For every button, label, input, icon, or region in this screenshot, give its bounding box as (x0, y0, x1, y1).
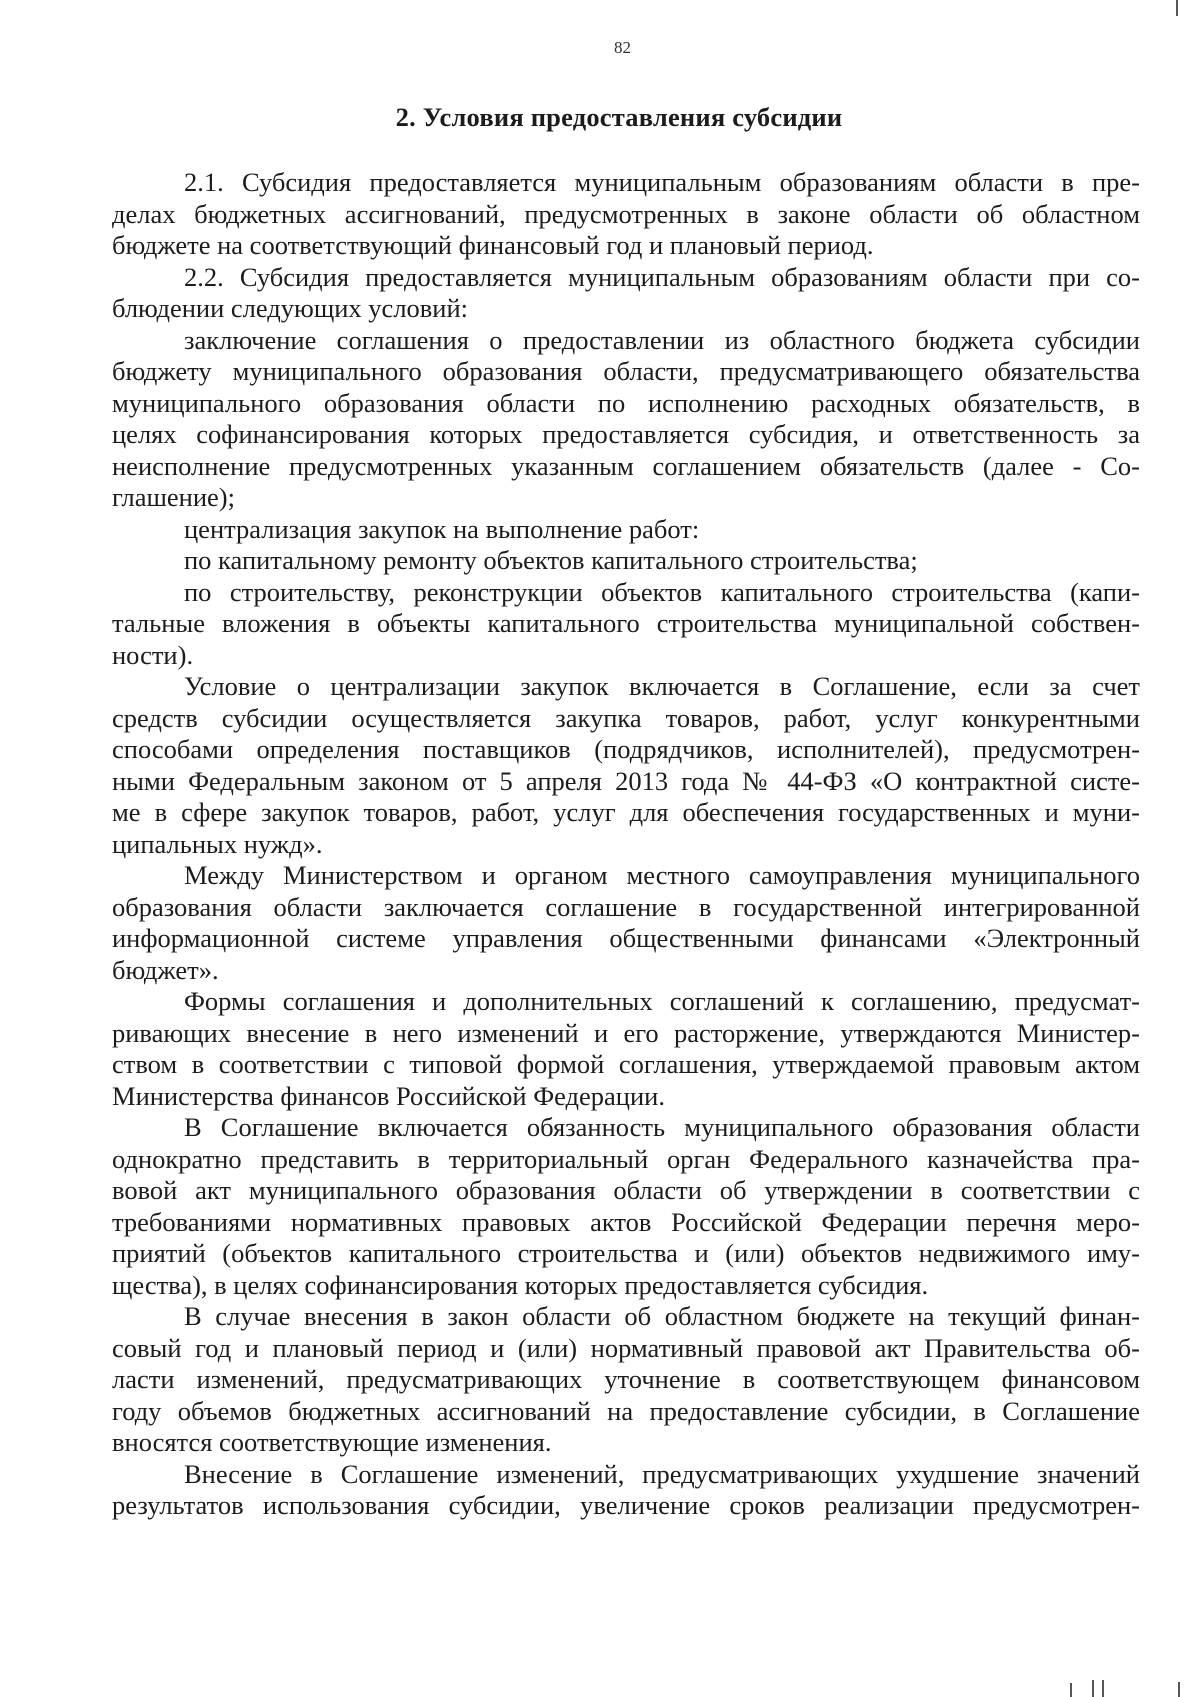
text-line: делах бюджетных ассигнований, предусмотренных в законе области об областном (112, 198, 1140, 229)
paragraph-agreement-forms (112, 986, 1140, 1112)
text-line: блюдении следующих условий: (112, 293, 469, 323)
text-line: средств субсидии осуществляется закупка товаров, работ, услуг конкурентными (112, 702, 1140, 733)
text-line: ривающих внесение в него изменений и его расторжение, утверждаются Министер- (112, 1017, 1140, 1048)
page-number: 82 (614, 38, 631, 57)
paragraph-construction (112, 577, 1140, 672)
scan-artifact (1070, 1683, 1072, 1697)
text-line: ности). (112, 639, 194, 670)
paragraph-worsening-changes (112, 1459, 1140, 1522)
text-line: В случае внесения в закон области об областном бюджете на текущий финан- (184, 1301, 1140, 1331)
text-line: совый год и плановый период и (или) нормативный правовой акт Правительства об- (112, 1332, 1140, 1363)
text-line: ме в сфере закупок товаров, работ, услуг для обеспечения государственных и муни- (112, 797, 1140, 827)
paragraph-capital-repair (112, 545, 1140, 577)
text-line: вовой акт муниципального образования области об утверждении в соответствии с (112, 1175, 1140, 1205)
text-line: приятий (объектов капитального строительства и (или) объектов недвижимого иму- (112, 1238, 1140, 1268)
scan-artifact (1178, 1682, 1180, 1697)
text-line: Между Министерством и органом местного самоуправления муниципального (184, 860, 1140, 890)
text-line: 2.1. Субсидия предоставляется муниципальным образованиям области в пре- (184, 167, 1140, 197)
scan-artifact (1102, 1680, 1104, 1697)
text-line: целях софинансирования которых предоставляется субсидия, и ответственность за (112, 419, 1140, 449)
text-line: ципальных нужд». (112, 828, 323, 859)
paragraph-amendments (112, 1301, 1140, 1459)
text-line: вносятся соответствующие изменения. (112, 1427, 552, 1457)
text-line: бюджет». (112, 954, 219, 985)
text-line: Министерства финансов Российской Федерации. (112, 1080, 665, 1111)
document-body (112, 167, 1140, 1522)
section-heading: 2. Условия предоставления субсидии (395, 102, 843, 132)
text-line: образования области заключается соглашение в государственной интегрированной (112, 891, 1140, 922)
text-line: заключение соглашения о предоставлении из областного бюджета субсидии (184, 324, 1140, 355)
text-line: требованиями нормативных правовых актов Российской Федерации перечня меро- (112, 1206, 1140, 1237)
text-line: ласти изменений, предусматривающих уточнение в соответствующем финансовом (112, 1364, 1140, 1394)
text-line: однократно представить в территориальный орган Федерального казначейства пра- (112, 1143, 1140, 1174)
text-line: по строительству, реконструкции объектов капитального строительства (капи- (184, 576, 1140, 607)
text-line: способами определения поставщиков (подрядчиков, исполнителей), предусмотрен- (112, 734, 1140, 764)
text-line: щества), в целях софинансирования которых предоставляется субсидия. (112, 1269, 929, 1300)
text-line: ством в соответствии с типовой формой соглашения, утверждаемой правовым актом (112, 1049, 1140, 1079)
text-line: В Соглашение включается обязанность муниципального образования области (184, 1112, 1140, 1142)
scan-artifact (1176, 0, 1178, 16)
paragraph-obligation (112, 1112, 1140, 1301)
text-line: по капитальному ремонту объектов капитального строительства; (184, 545, 918, 575)
text-line: результатов использования субсидии, увеличение сроков реализации предусмотрен- (112, 1490, 1140, 1520)
text-line: бюджете на соответствующий финансовый год и плановый период. (112, 230, 874, 260)
paragraph-2-2 (112, 262, 1140, 325)
text-line: информационной системе управления общественными финансами «Электронный (112, 923, 1140, 953)
text-line: глашение); (112, 482, 235, 512)
paragraph-2-1 (112, 167, 1140, 262)
paragraph-ministry-agreement (112, 860, 1140, 986)
paragraph-centralization (112, 514, 1140, 546)
text-line: 2.2. Субсидия предоставляется муниципальным образованиям области при со- (184, 261, 1140, 292)
text-line: бюджету муниципального образования области, предусматривающего обязательства (112, 356, 1140, 386)
text-line: Условие о централизации закупок включается в Соглашение, если за счет (184, 671, 1140, 701)
paragraph-agreement (112, 325, 1140, 514)
text-line: ными Федеральным законом от 5 апреля 2013 года № 44-ФЗ «О контрактной систе- (112, 765, 1140, 796)
paragraph-procurement-condition (112, 671, 1140, 860)
scan-artifact (1092, 1680, 1094, 1697)
text-line: Внесение в Соглашение изменений, предусматривающих ухудшение значений (184, 1458, 1140, 1489)
text-line: централизация закупок на выполнение работ: (184, 513, 700, 544)
text-line: неисполнение предусмотренных указанным соглашением обязательств (далее - Со- (112, 450, 1140, 481)
text-line: муниципального образования области по исполнению расходных обязательств, в (112, 387, 1140, 418)
text-line: тальные вложения в объекты капитального строительства муниципальной собствен- (112, 608, 1140, 638)
text-line: году объемов бюджетных ассигнований на предоставление субсидии, в Соглашение (112, 1395, 1140, 1426)
text-line: Формы соглашения и дополнительных соглашений к соглашению, предусмат- (184, 986, 1140, 1016)
